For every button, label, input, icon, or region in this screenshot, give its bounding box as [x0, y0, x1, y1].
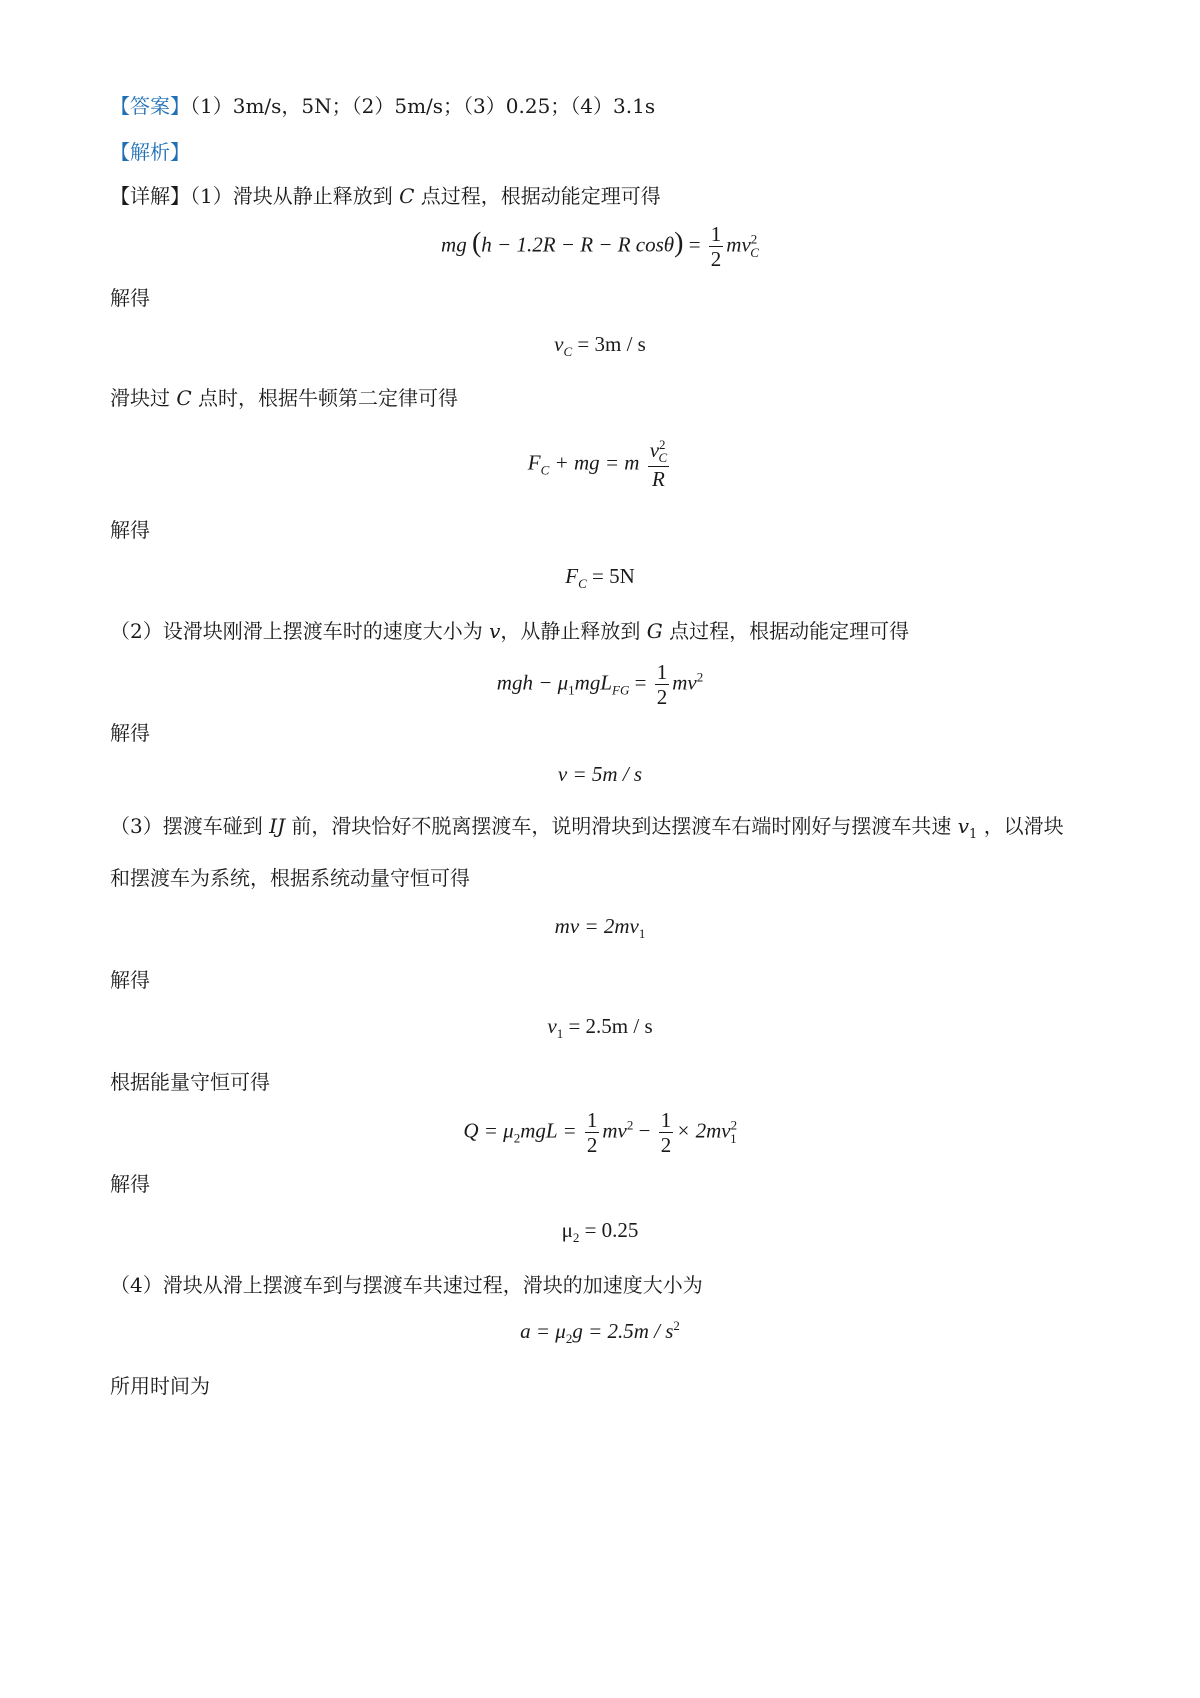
eq1-left: mg — [441, 232, 467, 257]
p2-var: C — [176, 386, 192, 410]
detail-tag: 【详解】 — [110, 184, 190, 208]
p1-text: （1）滑块从静止释放到 — [190, 184, 393, 208]
eq10-right: = 0.25 — [584, 1218, 639, 1242]
eq11-mid: g = 2.5m / s — [572, 1319, 674, 1343]
eq11-sup: 2 — [673, 1318, 680, 1333]
eq9-t2: × 2mv — [676, 1118, 731, 1143]
solve-label-5: 解得 — [110, 1172, 150, 1196]
solve-label-4: 解得 — [110, 968, 150, 992]
eq9-minus: − — [633, 1118, 656, 1143]
eq9-num1: 1 — [586, 1108, 598, 1132]
eq4-sub: C — [578, 576, 587, 592]
p4-var2: v — [957, 814, 970, 838]
eq1-num: 1 — [710, 222, 722, 246]
eq5-sub1: 1 — [568, 682, 575, 698]
eq3-sub: C — [540, 462, 550, 478]
p2-line — [110, 384, 458, 412]
eq7-sub: 1 — [638, 926, 646, 942]
p3-c: 点过程，根据动能定理可得 — [669, 619, 910, 643]
eq1-fraction — [709, 222, 724, 271]
eq9-den1: 2 — [586, 1133, 598, 1158]
answer-tag: 【答案】 — [110, 94, 190, 118]
equation-7 — [0, 914, 1200, 942]
eq9-fraction-2 — [659, 1108, 674, 1157]
eq3-num-sup: 2 — [659, 437, 666, 452]
eq8-sub: 1 — [556, 1026, 564, 1042]
eq5-equals: = — [634, 670, 647, 695]
eq1-den: 2 — [710, 247, 722, 272]
eq4-f: F — [565, 564, 579, 588]
eq3-mid: + mg = m — [549, 450, 640, 475]
eq5-left: mgh − μ — [496, 670, 569, 695]
eq1-right: mv — [726, 232, 751, 257]
p4-b: 前，滑块恰好不脱离摆渡车，说明滑块到达摆渡车右端时刚好与摆渡车共速 — [291, 814, 952, 838]
eq3-num-sub: C — [658, 450, 668, 466]
equation-8 — [0, 1014, 1200, 1042]
eq5-right: mv — [672, 670, 697, 695]
eq5-mid: mgL — [574, 670, 613, 695]
detail-line-1 — [110, 182, 661, 210]
eq6: v = 5m / s — [557, 762, 643, 786]
p6-line: 根据能量守恒可得 — [110, 1070, 270, 1094]
equation-2 — [0, 332, 1200, 360]
eq3-num — [648, 438, 670, 467]
eq5-den: 2 — [656, 685, 668, 710]
eq5-num: 1 — [656, 660, 668, 684]
eq2-right: = 3m / s — [577, 332, 646, 356]
eq2-v: v — [554, 332, 564, 356]
analysis-tag: 【解析】 — [110, 140, 190, 164]
equation-10 — [0, 1218, 1200, 1246]
equation-11 — [0, 1318, 1200, 1347]
solve-label-3: 解得 — [110, 721, 150, 745]
eq2-sub: C — [563, 344, 573, 360]
equation-3 — [0, 438, 1200, 491]
eq9-sub2: 2 — [513, 1130, 521, 1146]
eq3-den: R — [652, 467, 665, 492]
p8-line: 所用时间为 — [110, 1374, 210, 1398]
eq9-left: Q = μ — [463, 1118, 514, 1143]
eq3-f: F — [527, 450, 541, 475]
eq9-sup2: 2 — [730, 1117, 738, 1133]
p4-var: IJ — [269, 814, 286, 838]
eq3-num-v: v — [649, 438, 660, 462]
p4-line — [110, 812, 1064, 849]
solve-label-2: 解得 — [110, 518, 150, 542]
eq1-sub: C — [750, 244, 759, 260]
p5-line: 和摆渡车为系统，根据系统动量守恒可得 — [110, 866, 470, 890]
eq5-sub-fg: FG — [612, 682, 630, 698]
eq10-left: μ — [561, 1218, 573, 1242]
p2-b: 点时，根据牛顿第二定律可得 — [198, 386, 459, 410]
answer-text: （1）3m/s，5N；（2）5m/s；（3）0.25；（4）3.1s — [190, 94, 656, 118]
p4-c: ，以滑块 — [983, 814, 1064, 838]
answer-line — [110, 92, 655, 120]
eq9-den2: 2 — [660, 1133, 672, 1158]
eq9-mid: mgL = — [520, 1118, 577, 1143]
eq5-sup: 2 — [696, 669, 704, 685]
p2-a: 滑块过 — [110, 386, 170, 410]
eq9-sup1: 2 — [626, 1117, 634, 1133]
eq4-right: = 5N — [591, 564, 635, 588]
p3-var2: G — [646, 619, 663, 643]
eq1-equals: = — [688, 232, 701, 257]
eq11-sub: 2 — [565, 1331, 573, 1347]
eq8-right: = 2.5m / s — [568, 1014, 653, 1038]
eq1-paren-right: ) — [674, 227, 684, 259]
equation-9 — [0, 1108, 1200, 1157]
eq1-paren-left: ( — [471, 227, 482, 259]
eq8-v: v — [547, 1014, 557, 1038]
p1-var: C — [399, 184, 415, 208]
solve-label-1: 解得 — [110, 286, 150, 310]
eq1-sup: 2 — [750, 231, 758, 247]
analysis-heading — [110, 138, 190, 166]
p3-line — [110, 617, 909, 645]
p3-b: ，从静止释放到 — [500, 619, 641, 643]
p4-a: （3）摆渡车碰到 — [110, 814, 263, 838]
eq10-sub: 2 — [572, 1230, 580, 1246]
p7-line: （4）滑块从滑上摆渡车到与摆渡车共速过程，滑块的加速度大小为 — [110, 1273, 703, 1297]
p3-var1: v — [489, 619, 501, 643]
p1-end: 点过程，根据动能定理可得 — [420, 184, 661, 208]
equation-1 — [0, 222, 1200, 271]
p3-a: （2）设滑块刚滑上摆渡车时的速度大小为 — [110, 619, 483, 643]
eq7-left: mv = 2mv — [554, 914, 639, 938]
equation-5 — [0, 660, 1200, 709]
eq3-fraction — [648, 438, 670, 491]
eq1-inner: h − 1.2R − R − R cosθ — [481, 232, 675, 257]
eq9-num2: 1 — [660, 1108, 672, 1132]
eq9-t1: mv — [602, 1118, 627, 1143]
p4-sub: 1 — [969, 827, 978, 842]
equation-4 — [0, 564, 1200, 592]
eq5-fraction — [655, 660, 670, 709]
eq9-fraction-1 — [585, 1108, 600, 1157]
eq9-sub1: 1 — [730, 1130, 737, 1146]
eq11-left: a = μ — [520, 1319, 566, 1343]
equation-6 — [0, 762, 1200, 787]
